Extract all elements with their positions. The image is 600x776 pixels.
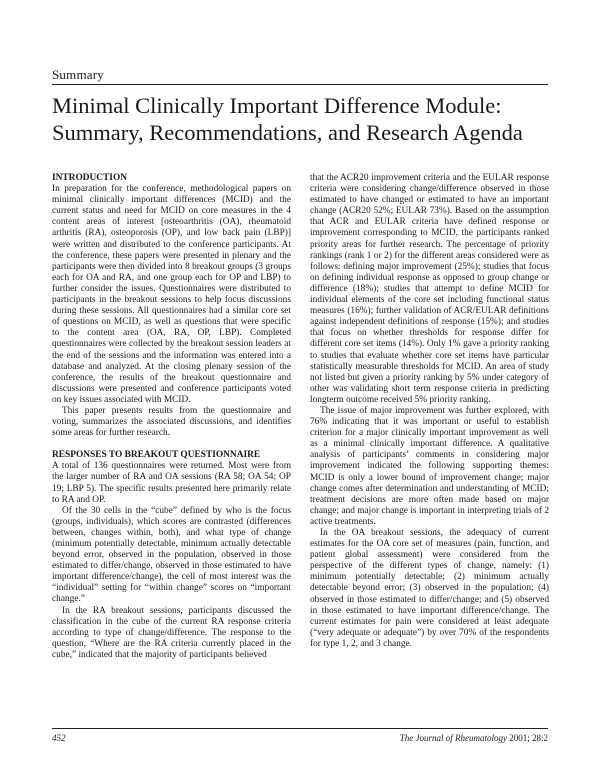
responses-paragraph-1: A total of 136 questionnaires were returned. Most were from the larger number of RA and OA sessions (RA 58; OA 54; OP 19; LBP 5). The specific results presented here primarily relate to RA and OP. xyxy=(52,461,291,505)
heading-responses: RESPONSES TO BREAKOUT QUESTIONNAIRE xyxy=(52,450,261,461)
intro-paragraph-2: This paper presents results from the questionnaire and voting, summarizes the associated discussions, and identifies some areas for further research. xyxy=(52,405,291,439)
title-line-2: Summary, Recommendations, and Research Agenda xyxy=(52,120,523,145)
heading-introduction: INTRODUCTION xyxy=(52,173,128,183)
right-column xyxy=(310,173,549,650)
header-divider xyxy=(52,84,548,85)
journal-issue: 2001; 28:2 xyxy=(506,733,548,743)
title-line-1: Minimal Clinically Important Difference Module: xyxy=(52,93,502,118)
left-column xyxy=(52,173,291,661)
right-paragraph-1: that the ACR20 improvement criteria and the EULAR response criteria were considering change/difference observed in those estimated to have changed or estimated to have an important change (ACR20 52%; EULAR 73%). Based on the assumption that ACR and EULAR criteria have defined response or improvement corresponding to MCID, the participants ranked priority areas for further research. The percentage of priority rankings (rank 1 or 2) for the different areas considered were as follows: defining major improvement (25%); studies that focus on defining individual response as opposed to group change or difference (18%); studies that attempt to define MCID for individual elements of the core set including functional status measures (16%); further validation of ACR/EULAR definitions against independent definitions of response (15%); and studies that focus on whether thresholds for response differ for different core set items (14%). Only 1% gave a priority ranking to studies that evaluate whether core set items have particular statistically measurable thresholds for MCID. An area of study not listed but given a priority ranking by 5% under category of other was validating short term response criteria in predicting longterm outcome received 5% priority ranking. xyxy=(310,173,549,405)
section-label: Summary xyxy=(52,67,104,82)
journal-name: The Journal of Rheumatology xyxy=(399,733,507,743)
responses-paragraph-2: Of the 30 cells in the “cube” defined by who is the focus (groups, individuals), which scores are contrasted (differences between, changes within, both), and what type of change (minimum potentially detectable, minimum actually detectable beyond error, observed in the population, observed in those estimated to differ/change, observed in those estimated to have important difference/change), the cell of most interest was the “individual” setting for “within change” scores on “important change.” xyxy=(52,505,291,605)
intro-paragraph-1: In preparation for the conference, methodological papers on minimal clinically important differences (MCID) and the current status and need for MCID on core measures in the 4 content areas of interest [osteoarthritis (OA), rheumatoid arthritis (RA), osteoporosis (OP), and low back pain (LBP)] were written and distributed to the conference participants. At the conference, these papers were presented in plenary and the participants were then divided into 8 breakout groups (3 groups each for OA and RA, and one group each for OP and LBP) to further consider the issues. Questionnaires were distributed to participants in the breakout sessions to help focus discussions during these sessions. All questionnaires had a similar core set of questions on MCID, as well as questions that were specific to the content area (OA, RA, OP, LBP). Completed questionnaires were collected by the breakout session leaders at the end of the sessions and the information was entered into a database and analyzed. At the closing plenary session of the conference, the results of the breakout questionnaire and discussions were presented and conference participants voted on key issues associated with MCID. xyxy=(52,184,291,405)
footer-divider xyxy=(52,728,548,729)
responses-paragraph-3: In the RA breakout sessions, participants discussed the classification in the cube of the current RA response criteria according to type of change/difference. The response to the question, “Where are the RA criteria currently placed in the cube,” indicated that the majority of participants believed xyxy=(52,605,291,660)
right-paragraph-3: In the OA breakout sessions, the adequacy of current estimates for the OA core set of measures (pain, function, and patient global assessment) were considered from the perspective of the different types of change, namely: (1) minimum potentially detectable; (2) minimum actually detectable beyond error; (3) observed in the population; (4) observed in those estimated to differ/change; and (5) observed in those estimated to have important difference/change. The current estimates for pain were considered at least adequate (“very adequate or adequate”) by over 70% of the respondents for type 1, 2, and 3 change. xyxy=(310,528,549,649)
page-number: 452 xyxy=(52,733,66,743)
journal-citation xyxy=(400,733,548,743)
article-title xyxy=(52,92,552,146)
right-paragraph-2: The issue of major improvement was further explored, with 76% indicating that it was important or useful to establish criterion for a major clinically important improvement as well as a minimal clinically important difference. A qualitative analysis of participants’ comments in considering major improvement indicated the following supporting themes: MCID is only a lower bound of improvement change; major change comes after determination and understanding of MCID; treatment decisions are more often made based on major change; and major change is important in interpreting trials of 2 active treatments. xyxy=(310,405,549,527)
